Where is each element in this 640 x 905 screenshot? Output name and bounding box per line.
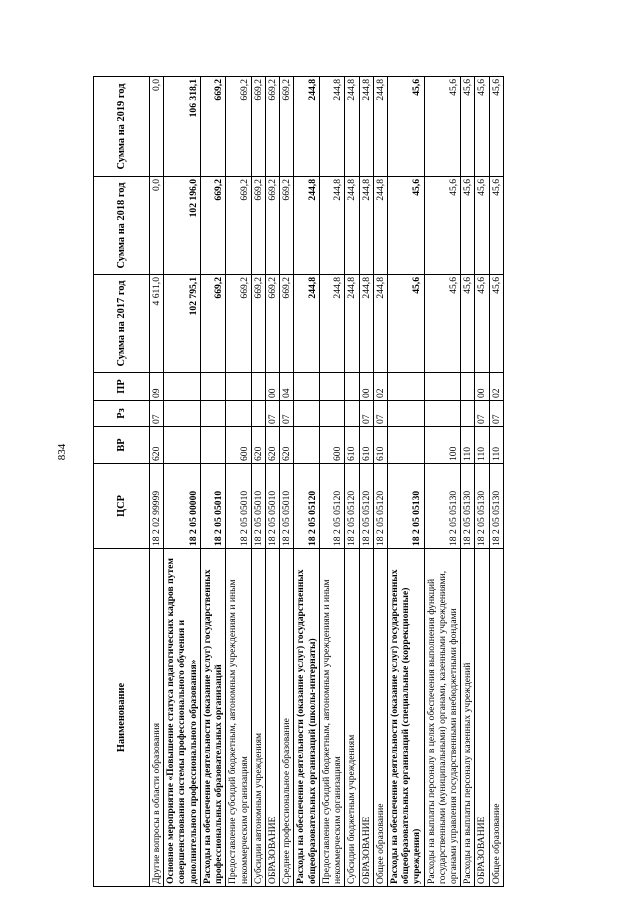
cell-csr: 18 2 05 05120	[294, 464, 319, 549]
cell-pr	[387, 373, 424, 401]
cell-rz: 07	[359, 401, 373, 427]
table-row	[373, 77, 387, 887]
cell-sum-2019: 669,2	[226, 77, 251, 177]
cell-pr	[226, 373, 251, 401]
cell-pr: 04	[280, 373, 294, 401]
cell-pr	[200, 373, 225, 401]
cell-sum-2019: 244,8	[319, 77, 344, 177]
cell-pr	[461, 373, 475, 401]
cell-csr: 18 2 05 05120	[319, 464, 344, 549]
cell-name: Расходы на выплаты персоналу казенных учреждений	[461, 549, 475, 887]
budget-table	[93, 76, 504, 887]
cell-pr: 09	[150, 373, 164, 401]
table-row	[489, 77, 503, 887]
cell-rz	[461, 401, 475, 427]
table-row	[319, 77, 344, 887]
cell-csr: 18 2 05 05010	[226, 464, 251, 549]
cell-pr	[319, 373, 344, 401]
cell-sum-2018: 669,2	[251, 177, 265, 275]
cell-sum-2018: 45,6	[387, 177, 424, 275]
cell-sum-2019: 669,2	[280, 77, 294, 177]
cell-vr: 620	[265, 427, 279, 464]
cell-csr: 18 2 05 05010	[200, 464, 225, 549]
cell-sum-2018: 45,6	[489, 177, 503, 275]
cell-vr: 620	[251, 427, 265, 464]
table-body	[150, 77, 504, 887]
cell-pr: 00	[265, 373, 279, 401]
cell-rz: 07	[475, 401, 489, 427]
cell-csr: 18 2 05 05120	[359, 464, 373, 549]
cell-csr: 18 2 05 05010	[280, 464, 294, 549]
cell-pr: 02	[489, 373, 503, 401]
table-row	[280, 77, 294, 887]
cell-pr: 00	[475, 373, 489, 401]
table-row	[251, 77, 265, 887]
cell-sum-2017: 45,6	[424, 275, 461, 373]
cell-vr: 620	[150, 427, 164, 464]
cell-rz: 07	[265, 401, 279, 427]
cell-name: Расходы на выплаты персоналу в целях обеспечения выполнения функций государственными (муниципальными) органами, казенными учреждениями, органами управления государственными внебюджетными фондами	[424, 549, 461, 887]
cell-name: Расходы на обеспечение деятельности (оказание услуг) государственных общеобразовательных организаций (школы-интернаты)	[294, 549, 319, 887]
cell-sum-2017: 244,8	[359, 275, 373, 373]
cell-rz	[200, 401, 225, 427]
cell-rz	[424, 401, 461, 427]
cell-name: Другие вопросы в области образования	[150, 549, 164, 887]
cell-sum-2017: 244,8	[319, 275, 344, 373]
cell-name: ОБРАЗОВАНИЕ	[359, 549, 373, 887]
cell-sum-2018: 669,2	[280, 177, 294, 275]
cell-vr: 110	[475, 427, 489, 464]
cell-sum-2017: 244,8	[294, 275, 319, 373]
cell-sum-2019: 0,0	[150, 77, 164, 177]
cell-vr: 110	[461, 427, 475, 464]
cell-name: Расходы на обеспечение деятельности (оказание услуг) государственных общеобразовательных организаций (специальные (коррекционные) учреждения)	[387, 549, 424, 887]
cell-sum-2017: 244,8	[373, 275, 387, 373]
cell-rz	[345, 401, 359, 427]
cell-sum-2017: 4 611,0	[150, 275, 164, 373]
header-sum-2017: Сумма на 2017 год	[94, 275, 150, 373]
cell-name: Среднее профессиональное образование	[280, 549, 294, 887]
cell-sum-2018: 45,6	[424, 177, 461, 275]
table-row	[150, 77, 164, 887]
cell-vr	[387, 427, 424, 464]
cell-csr: 18 2 05 05120	[373, 464, 387, 549]
cell-rz: 07	[150, 401, 164, 427]
cell-vr: 610	[373, 427, 387, 464]
cell-vr	[200, 427, 225, 464]
cell-sum-2019: 244,8	[359, 77, 373, 177]
cell-pr	[294, 373, 319, 401]
table-row	[424, 77, 461, 887]
cell-vr: 610	[345, 427, 359, 464]
header-rz: Рз	[94, 401, 150, 427]
header-sum-2018: Сумма на 2018 год	[94, 177, 150, 275]
cell-pr: 02	[373, 373, 387, 401]
table-row	[387, 77, 424, 887]
cell-sum-2019: 45,6	[387, 77, 424, 177]
cell-sum-2019: 244,8	[345, 77, 359, 177]
cell-csr: 18 2 05 05130	[387, 464, 424, 549]
cell-rz	[294, 401, 319, 427]
cell-vr: 610	[359, 427, 373, 464]
table-row	[475, 77, 489, 887]
cell-vr: 110	[489, 427, 503, 464]
cell-pr: 00	[359, 373, 373, 401]
cell-vr	[164, 427, 201, 464]
cell-name: Субсидии автономным учреждениям	[251, 549, 265, 887]
cell-vr: 100	[424, 427, 461, 464]
cell-sum-2019: 45,6	[475, 77, 489, 177]
cell-name: Общее образование	[489, 549, 503, 887]
cell-csr: 18 2 05 05010	[251, 464, 265, 549]
cell-sum-2017: 669,2	[226, 275, 251, 373]
cell-sum-2018: 244,8	[294, 177, 319, 275]
cell-sum-2018: 244,8	[373, 177, 387, 275]
cell-sum-2017: 45,6	[387, 275, 424, 373]
cell-sum-2019: 669,2	[251, 77, 265, 177]
cell-pr	[345, 373, 359, 401]
cell-name: Основное мероприятие «Повышение статуса педагогических кадров путем совершенствования системы профессионального обучения и дополнительного профессионального образования»	[164, 549, 201, 887]
cell-sum-2017: 45,6	[489, 275, 503, 373]
cell-csr: 18 2 05 05130	[489, 464, 503, 549]
cell-name: Расходы на обеспечение деятельности (оказание услуг) государственных профессиональных образовательных организаций	[200, 549, 225, 887]
cell-name: ОБРАЗОВАНИЕ	[265, 549, 279, 887]
cell-sum-2018: 45,6	[475, 177, 489, 275]
cell-name: Общее образование	[373, 549, 387, 887]
cell-sum-2019: 669,2	[265, 77, 279, 177]
cell-pr	[251, 373, 265, 401]
page-number: 834	[56, 443, 68, 461]
header-csr: ЦСР	[94, 464, 150, 549]
cell-csr: 18 2 05 05120	[345, 464, 359, 549]
cell-csr: 18 2 05 05130	[475, 464, 489, 549]
cell-name: Предоставление субсидий бюджетным, автономным учреждениям и иным некоммерческим организациям	[226, 549, 251, 887]
cell-rz	[226, 401, 251, 427]
cell-sum-2017: 669,2	[200, 275, 225, 373]
cell-sum-2018: 244,8	[359, 177, 373, 275]
header-name: Наименование	[94, 549, 150, 887]
header-pr: ПР	[94, 373, 150, 401]
cell-sum-2018: 669,2	[200, 177, 225, 275]
cell-rz: 07	[280, 401, 294, 427]
cell-sum-2017: 669,2	[251, 275, 265, 373]
cell-sum-2017: 102 795,1	[164, 275, 201, 373]
cell-sum-2017: 669,2	[265, 275, 279, 373]
cell-sum-2017: 244,8	[345, 275, 359, 373]
cell-vr	[294, 427, 319, 464]
cell-sum-2019: 45,6	[424, 77, 461, 177]
cell-pr	[424, 373, 461, 401]
cell-rz	[387, 401, 424, 427]
header-vr: ВР	[94, 427, 150, 464]
table-row	[265, 77, 279, 887]
cell-sum-2017: 669,2	[280, 275, 294, 373]
cell-rz: 07	[489, 401, 503, 427]
rotated-table-container	[93, 77, 562, 887]
cell-sum-2018: 244,8	[319, 177, 344, 275]
header-row	[94, 77, 150, 887]
cell-pr	[164, 373, 201, 401]
table-row	[226, 77, 251, 887]
cell-csr: 18 2 05 05130	[424, 464, 461, 549]
cell-sum-2019: 106 318,1	[164, 77, 201, 177]
cell-sum-2019: 244,8	[373, 77, 387, 177]
cell-vr: 620	[280, 427, 294, 464]
cell-sum-2018: 244,8	[345, 177, 359, 275]
cell-sum-2018: 45,6	[461, 177, 475, 275]
cell-sum-2017: 45,6	[461, 275, 475, 373]
cell-sum-2019: 45,6	[461, 77, 475, 177]
cell-rz: 07	[373, 401, 387, 427]
cell-vr: 600	[319, 427, 344, 464]
cell-rz	[319, 401, 344, 427]
cell-sum-2017: 45,6	[475, 275, 489, 373]
table-row	[164, 77, 201, 887]
table-row	[359, 77, 373, 887]
cell-csr: 18 2 05 05010	[265, 464, 279, 549]
cell-sum-2019: 244,8	[294, 77, 319, 177]
cell-name: Предоставление субсидий бюджетным, автономным учреждениям и иным некоммерческим организациям	[319, 549, 344, 887]
table-row	[461, 77, 475, 887]
table-row	[294, 77, 319, 887]
cell-rz	[164, 401, 201, 427]
cell-name: Субсидии бюджетным учреждениям	[345, 549, 359, 887]
cell-sum-2018: 669,2	[226, 177, 251, 275]
cell-sum-2018: 0,0	[150, 177, 164, 275]
cell-vr: 600	[226, 427, 251, 464]
table-row	[345, 77, 359, 887]
cell-sum-2019: 45,6	[489, 77, 503, 177]
header-sum-2019: Сумма на 2019 год	[94, 77, 150, 177]
cell-rz	[251, 401, 265, 427]
cell-csr: 18 2 05 00000	[164, 464, 201, 549]
cell-sum-2018: 669,2	[265, 177, 279, 275]
cell-name: ОБРАЗОВАНИЕ	[475, 549, 489, 887]
cell-sum-2018: 102 196,0	[164, 177, 201, 275]
table-row	[200, 77, 225, 887]
cell-csr: 18 2 05 05130	[461, 464, 475, 549]
cell-sum-2019: 669,2	[200, 77, 225, 177]
cell-csr: 18 2 02 99999	[150, 464, 164, 549]
